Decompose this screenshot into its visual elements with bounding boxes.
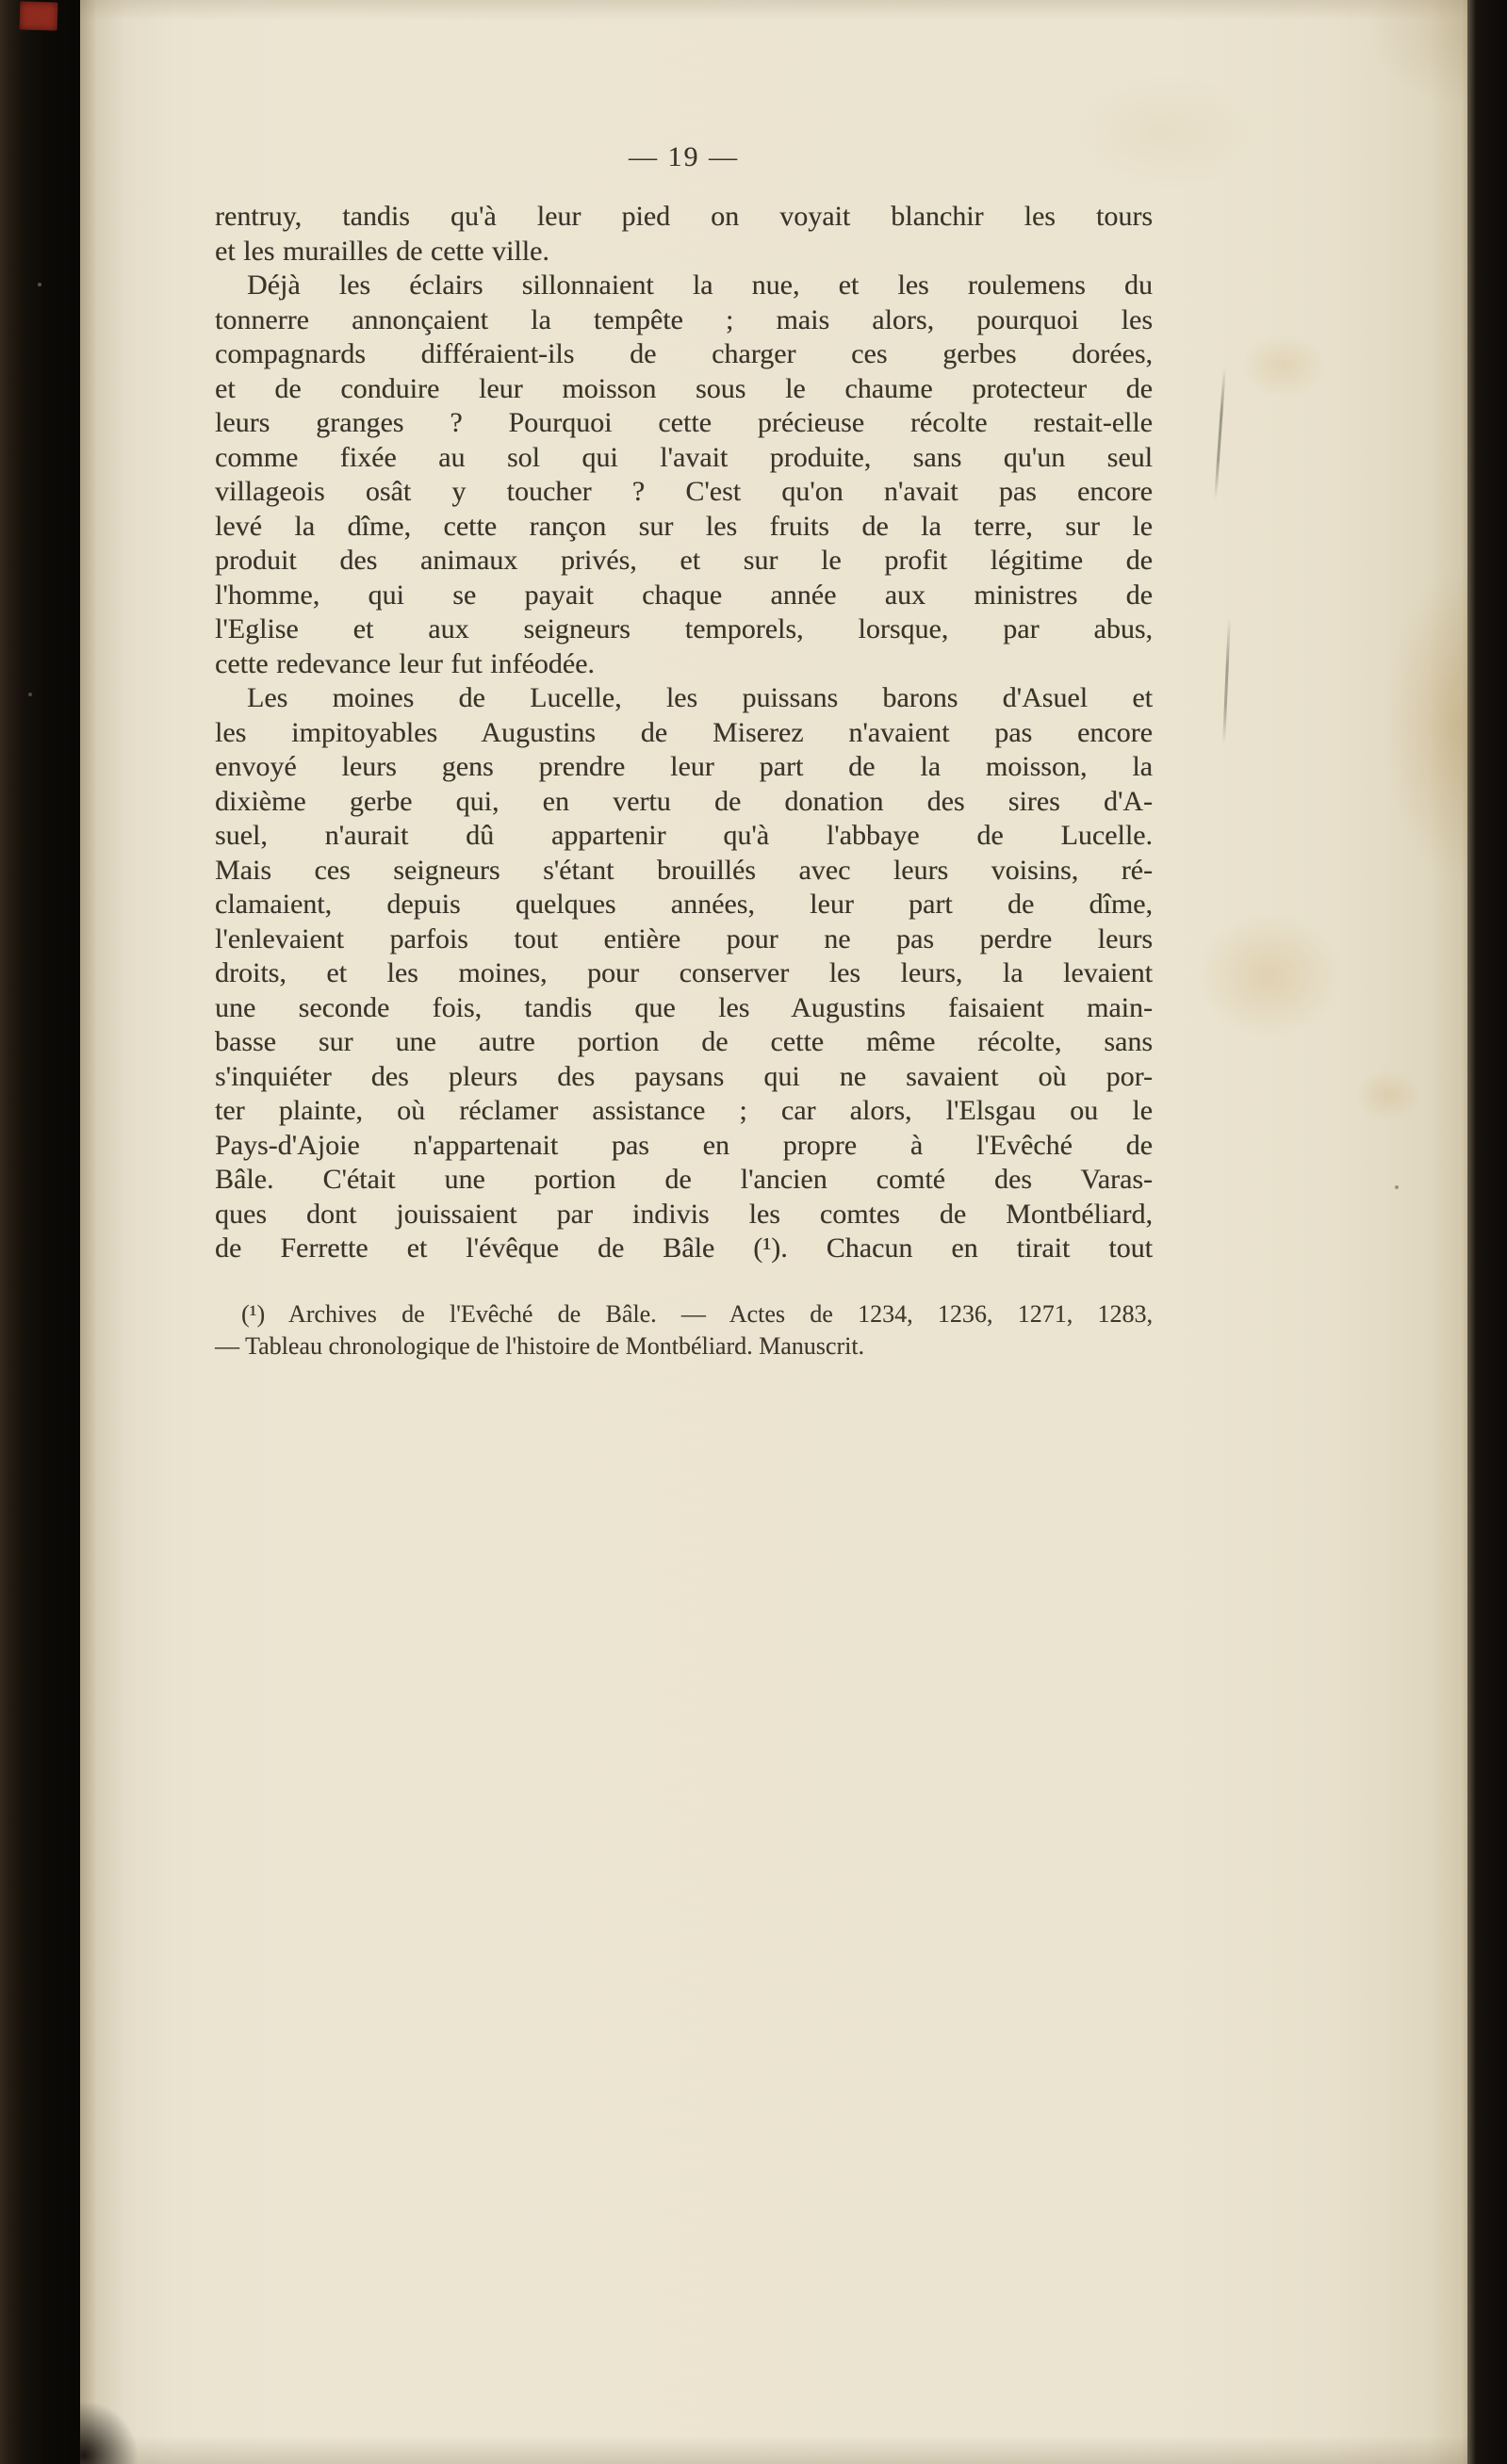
text-line: ter plainte, où réclamer assistance ; car alors, l'Elsgau ou le <box>215 1095 1153 1126</box>
dust-speck <box>38 283 41 286</box>
text-line: une seconde fois, tandis que les Augustins faisaient main- <box>215 991 1153 1023</box>
text-line: suel, n'aurait dû appartenir qu'à l'abbaye de Lucelle. <box>215 820 1153 851</box>
paragraph <box>215 269 1153 681</box>
footnote-line: (¹) Archives de l'Evêché de Bâle. — Actes de 1234, 1236, 1271, 1283, <box>241 1300 1153 1328</box>
text-line: comme fixée au sol qui l'avait produite, sans qu'un seul <box>215 441 1153 473</box>
page-number: — 19 — <box>629 141 739 172</box>
text-line: Les moines de Lucelle, les puissans barons d'Asuel et <box>247 682 1153 713</box>
scan-right-edge <box>1467 0 1507 2464</box>
text-line: rentruy, tandis qu'à leur pied on voyait blanchir les tours <box>215 201 1153 232</box>
text-line: l'homme, qui se payait chaque année aux ministres de <box>215 579 1153 611</box>
text-line: l'Eglise et aux seigneurs temporels, lorsque, par abus, <box>215 613 1153 645</box>
text-line: villageois osât y toucher ? C'est qu'on n'avait pas encore <box>215 476 1153 507</box>
text-line: basse sur une autre portion de cette même récolte, sans <box>215 1026 1153 1057</box>
paragraph <box>215 200 1153 269</box>
text-line: droits, et les moines, pour conserver les leurs, la levaient <box>215 957 1153 988</box>
text-line: Bâle. C'était une portion de l'ancien comté des Varas- <box>215 1164 1153 1195</box>
text-line: produit des animaux privés, et sur le profit légitime de <box>215 545 1153 576</box>
text-line: ques dont jouissaient par indivis les comtes de Montbéliard, <box>215 1198 1153 1230</box>
text-line: Déjà les éclairs sillonnaient la nue, et les roulemens du <box>247 269 1153 301</box>
text-line: compagnards différaient-ils de charger ces gerbes dorées, <box>215 338 1153 369</box>
margin-pencil-mark <box>1222 617 1231 744</box>
text-line: et les murailles de cette ville. <box>215 235 549 267</box>
margin-pencil-mark <box>1214 367 1226 499</box>
dust-speck <box>28 693 32 696</box>
footnote <box>215 1298 1153 1363</box>
footnote-line: — Tableau chronologique de l'histoire de Montbéliard. Manuscrit. <box>215 1332 865 1360</box>
text-line: leurs granges ? Pourquoi cette précieuse récolte restait-elle <box>215 407 1153 438</box>
dust-speck <box>1395 1185 1399 1189</box>
text-line: de Ferrette et l'évêque de Bâle (¹). Chacun en tirait tout <box>215 1232 1153 1264</box>
book-page <box>80 0 1467 2464</box>
book-spine <box>0 0 80 2464</box>
text-line: les impitoyables Augustins de Miserez n'avaient pas encore <box>215 716 1153 748</box>
text-line: envoyé leurs gens prendre leur part de la moisson, la <box>215 751 1153 782</box>
spine-label <box>20 1 58 30</box>
text-line: tonnerre annonçaient la tempête ; mais alors, pourquoi les <box>215 303 1153 335</box>
text-line: et de conduire leur moisson sous le chaume protecteur de <box>215 372 1153 404</box>
text-line: cette redevance leur fut inféodée. <box>215 647 595 679</box>
text-line: dixième gerbe qui, en vertu de donation des sires d'A- <box>215 785 1153 817</box>
text-line: Pays-d'Ajoie n'appartenait pas en propre à l'Evêché de <box>215 1129 1153 1161</box>
page-body <box>215 200 1153 1266</box>
text-line: levé la dîme, cette rançon sur les fruits de la terre, sur le <box>215 510 1153 542</box>
text-line: clamaient, depuis quelques années, leur part de dîme, <box>215 889 1153 920</box>
text-line: l'enlevaient parfois tout entière pour ne pas perdre leurs <box>215 922 1153 955</box>
text-line: s'inquiéter des pleurs des paysans qui ne savaient où por- <box>215 1060 1153 1092</box>
paragraph <box>215 681 1153 1266</box>
text-line: Mais ces seigneurs s'étant brouillés avec leurs voisins, ré- <box>215 854 1153 886</box>
